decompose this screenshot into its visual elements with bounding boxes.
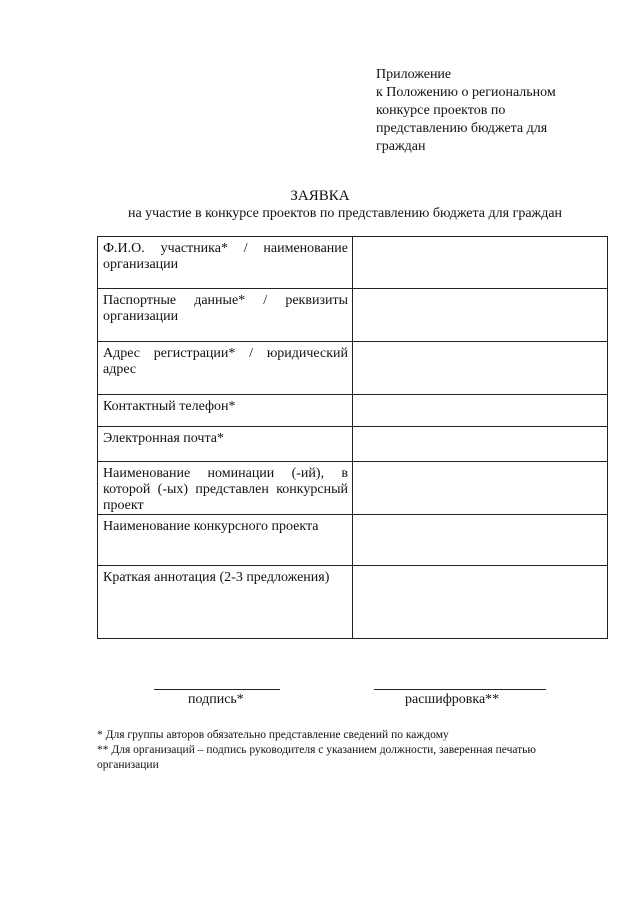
form-value-email[interactable] bbox=[353, 427, 608, 462]
appendix-block bbox=[376, 66, 596, 156]
form-row bbox=[98, 566, 608, 639]
decode-label: расшифровка** bbox=[405, 692, 500, 707]
form-label-phone: Контактный телефон* bbox=[98, 395, 353, 427]
form-label-email: Электронная почта* bbox=[98, 427, 353, 462]
appendix-line: к Положению о региональном bbox=[376, 85, 556, 100]
signature-line[interactable] bbox=[154, 689, 280, 690]
document-title: ЗАЯВКА bbox=[290, 188, 350, 204]
form-value-name[interactable] bbox=[353, 237, 608, 289]
form-row bbox=[98, 462, 608, 515]
appendix-line: представлению бюджета для bbox=[376, 121, 548, 136]
form-value-nomination[interactable] bbox=[353, 462, 608, 515]
appendix-line: граждан bbox=[376, 139, 426, 154]
form-label-project-name: Наименование конкурсного проекта bbox=[98, 515, 353, 566]
form-value-annotation[interactable] bbox=[353, 566, 608, 639]
form-value-address[interactable] bbox=[353, 342, 608, 395]
application-form-table bbox=[97, 236, 608, 639]
form-row bbox=[98, 515, 608, 566]
footnotes bbox=[97, 728, 597, 773]
form-row bbox=[98, 342, 608, 395]
form-value-project-name[interactable] bbox=[353, 515, 608, 566]
form-label-name: Ф.И.О. участника* / наименование организации bbox=[98, 237, 353, 289]
form-row bbox=[98, 427, 608, 462]
form-row bbox=[98, 237, 608, 289]
form-label-nomination: Наименование номинации (-ий), в которой (-ых) представлен конкурсный проект bbox=[98, 462, 353, 515]
form-label-address: Адрес регистрации* / юридический адрес bbox=[98, 342, 353, 395]
form-row bbox=[98, 289, 608, 342]
form-value-passport[interactable] bbox=[353, 289, 608, 342]
footnote: ** Для организаций – подпись руководителя с указанием должности, заверенная печатью организации bbox=[97, 744, 537, 771]
form-row bbox=[98, 395, 608, 427]
form-label-passport: Паспортные данные* / реквизиты организации bbox=[98, 289, 353, 342]
form-value-phone[interactable] bbox=[353, 395, 608, 427]
form-label-annotation: Краткая аннотация (2-3 предложения) bbox=[98, 566, 353, 639]
footnote: * Для группы авторов обязательно представление сведений по каждому bbox=[97, 729, 449, 741]
appendix-line: конкурсе проектов по bbox=[376, 103, 506, 118]
signature-label: подпись* bbox=[188, 692, 244, 707]
document-subtitle: на участие в конкурсе проектов по представлению бюджета для граждан bbox=[127, 206, 563, 221]
appendix-line: Приложение bbox=[376, 67, 452, 82]
decode-line[interactable] bbox=[374, 689, 546, 690]
